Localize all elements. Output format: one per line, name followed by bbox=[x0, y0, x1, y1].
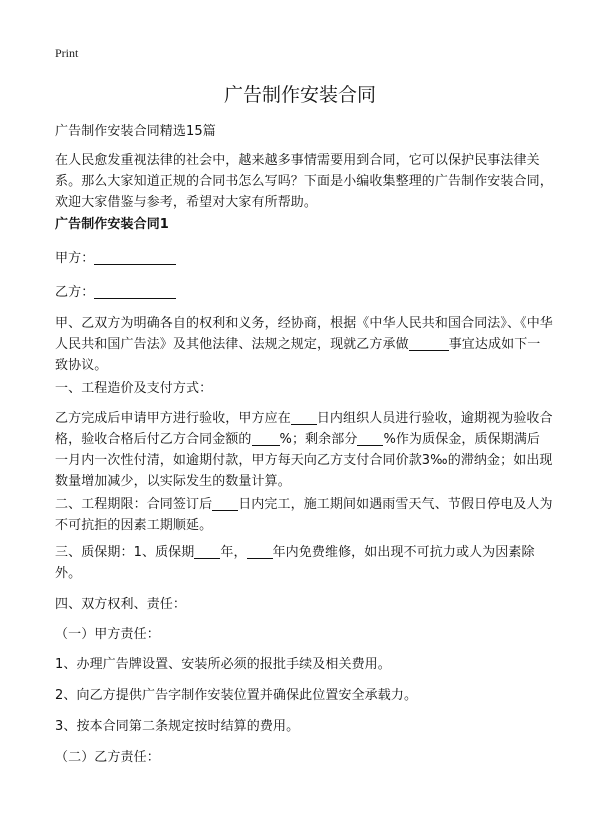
clause3-paragraph bbox=[55, 542, 553, 584]
document-subtitle: 广告制作安装合同精选15篇 bbox=[55, 124, 216, 139]
party-a-line bbox=[55, 248, 553, 269]
clause3-text-a: 三、质保期：1、质保期 bbox=[55, 545, 195, 560]
duty-item-3: 3、按本合同第二条规定按时结算的费用。 bbox=[55, 719, 300, 734]
party-b-duty-heading: （二）乙方责任： bbox=[55, 750, 160, 765]
clause3-text-b: 年， bbox=[220, 545, 247, 560]
party-a-blank bbox=[94, 250, 176, 265]
party-a-duty-heading: （一）甲方责任： bbox=[55, 627, 160, 642]
party-b-label: 乙方： bbox=[55, 285, 95, 300]
inspection-days-blank bbox=[291, 410, 317, 425]
warranty-years-blank bbox=[194, 544, 220, 559]
party-b-line bbox=[55, 282, 553, 303]
free-repair-years-blank bbox=[247, 544, 273, 559]
clause2-text-a: 二、工程期限：合同签订后 bbox=[55, 497, 213, 512]
party-a-label: 甲方： bbox=[55, 251, 95, 266]
payment-percent-blank bbox=[252, 431, 280, 446]
preamble-text-2: 事宜达成如下一致协议。 bbox=[55, 337, 541, 373]
clause2-text-b: 日内完工，施工期间如遇雨雪天气、节假日停电及人为不可抗拒的因素工期顺延。 bbox=[55, 497, 553, 533]
print-label: Print bbox=[55, 46, 79, 60]
clause1-text-a: 乙方完成后申请甲方进行验收，甲方应在 bbox=[55, 411, 291, 426]
clause1-text-c: %；剩余部分 bbox=[279, 432, 358, 447]
preamble-paragraph bbox=[55, 313, 553, 376]
clause1-text-d: %作为质保金，质保期满后一月内一次性付清，如逾期付款，甲方每天向乙方支付合同价款3‰的滞纳金；如出现数量增加减少，以实际发生的数量计算。 bbox=[55, 432, 553, 489]
document-title: 广告制作安装合同 bbox=[223, 84, 376, 106]
duty-item-2: 2、向乙方提供广告字制作安装位置并确保此位置安全承载力。 bbox=[55, 688, 418, 703]
project-blank bbox=[409, 336, 449, 351]
duty-item-1: 1、办理广告牌设置、安装所必须的报批手续及相关费用。 bbox=[55, 657, 391, 672]
party-b-blank bbox=[94, 284, 176, 299]
clause2-paragraph bbox=[55, 494, 553, 536]
remaining-percent-blank bbox=[357, 431, 383, 446]
clause1-paragraph bbox=[55, 408, 553, 492]
clause3-text-c: 年内免费维修，如出现不可抗力或人为因素除外。 bbox=[55, 545, 535, 581]
intro-paragraph: 在人民愈发重视法律的社会中，越来越多事情需要用到合同，它可以保护民事法律关系。那么大家知道正规的合同书怎么写吗？下面是小编收集整理的广告制作安装合同，欢迎大家借鉴与参考，希望对大家有所帮助。 bbox=[55, 153, 553, 210]
clause1-text-b: 日内组织人员进行验收，逾期视为验收合格，验收合格后付乙方合同金额的 bbox=[55, 411, 553, 447]
section-heading: 广告制作安装合同1 bbox=[55, 217, 169, 232]
clause4-heading: 四、双方权利、责任： bbox=[55, 597, 187, 612]
clause1-heading: 一、工程造价及支付方式： bbox=[55, 381, 213, 396]
completion-days-blank bbox=[212, 496, 238, 511]
preamble-text-1: 甲、乙双方为明确各自的权利和义务，经协商，根据《中华人民共和国合同法》、《中华人民共和国广告法》及其他法律、法规之规定，现就乙方承做 bbox=[55, 316, 553, 352]
